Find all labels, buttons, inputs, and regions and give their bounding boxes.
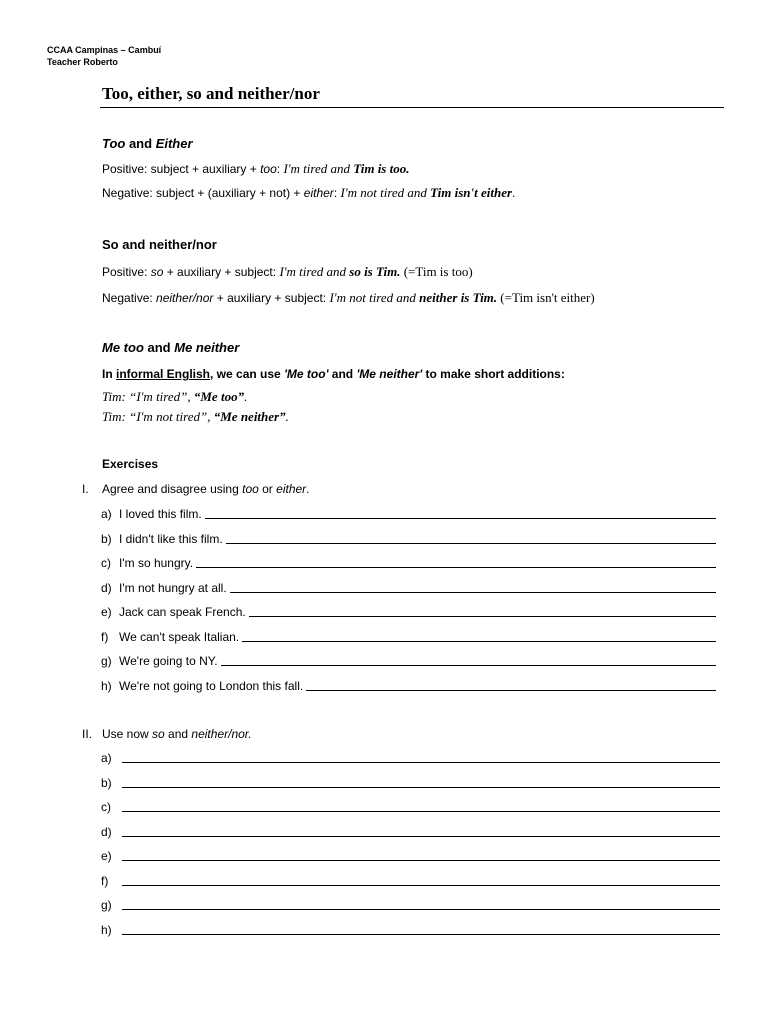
section-me-too-heading [102, 340, 239, 356]
exercise-item [101, 750, 720, 766]
exercise-item [101, 922, 720, 938]
section-too-either-heading [102, 136, 193, 152]
example-text: I'm tired and [283, 161, 354, 176]
instruction-keyword: so [152, 727, 165, 741]
rule-label: Negative: [102, 291, 157, 305]
example-end: . [285, 409, 289, 424]
answer-line[interactable] [306, 678, 716, 691]
heading-too: Too [102, 136, 126, 151]
me-too-intro [102, 366, 565, 382]
answer-line[interactable] [221, 653, 716, 666]
so-positive-rule [102, 264, 473, 280]
example-emphasis: Tim is too. [353, 161, 410, 176]
rule-keyword: neither/nor [156, 291, 214, 305]
heading-me-too: Me too [102, 340, 144, 355]
answer-line[interactable] [122, 824, 720, 837]
item-letter: e) [101, 849, 112, 863]
example-emphasis: so is Tim. [349, 264, 401, 279]
exercise-item [101, 580, 716, 596]
answer-line[interactable] [122, 750, 720, 763]
answer-line[interactable] [205, 506, 716, 519]
title-rule [100, 107, 724, 108]
answer-line[interactable] [122, 922, 720, 935]
exercise-item [101, 873, 720, 889]
item-letter: g) [101, 654, 112, 668]
exercise-item [101, 555, 716, 571]
exercise-item [101, 824, 720, 840]
school-header [47, 44, 161, 68]
part2-numeral: II. [82, 727, 93, 741]
example-text: Tim: “I'm tired”, [102, 389, 194, 404]
intro-text: In [102, 367, 116, 381]
rule-keyword: so [150, 265, 164, 279]
instruction-text: or [258, 482, 277, 496]
item-prompt: We're going to NY. [119, 654, 218, 668]
intro-text: , we can use [210, 367, 285, 381]
item-prompt: I'm so hungry. [119, 556, 194, 570]
item-letter: a) [101, 507, 112, 521]
exercise-item [101, 848, 720, 864]
item-prompt: I didn't like this film. [119, 531, 223, 546]
intro-quote: 'Me too' [284, 367, 329, 381]
item-letter: h) [101, 922, 112, 937]
answer-line[interactable] [230, 580, 716, 593]
rule-label: Positive: [102, 265, 151, 279]
example-text: Tim: “I'm not tired”, [102, 409, 214, 424]
example-note: (=Tim isn't either) [497, 290, 595, 305]
intro-text: and [328, 367, 357, 381]
item-letter: a) [101, 751, 112, 765]
item-letter: d) [101, 580, 112, 595]
rule-label-rest: + auxiliary + subject: [163, 265, 280, 279]
example-text: I'm not tired and [329, 290, 420, 305]
rule-label: Positive: subject + auxiliary + [102, 162, 261, 176]
exercise-item [101, 897, 720, 913]
example-emphasis: “Me too” [193, 389, 245, 404]
answer-line[interactable] [122, 848, 720, 861]
example-emphasis: neither is Tim. [419, 290, 498, 305]
answer-line[interactable] [249, 604, 716, 617]
example-end: . [244, 389, 248, 404]
page-title: Too, either, so and neither/nor [102, 84, 320, 103]
section-so-neither-heading: So and neither/nor [102, 237, 217, 252]
exercise-item [101, 531, 716, 547]
answer-line[interactable] [226, 531, 716, 544]
school-name: CCAA Campinas – Cambuí [47, 45, 162, 55]
item-letter: c) [101, 556, 111, 570]
answer-line[interactable] [122, 775, 720, 788]
me-too-example-2 [102, 409, 289, 425]
rule-colon: : [276, 162, 284, 176]
instruction-text: Agree and disagree using [102, 482, 243, 496]
item-prompt: We can't speak Italian. [119, 629, 240, 644]
either-negative-rule [102, 185, 515, 201]
exercise-item [101, 799, 720, 815]
rule-label: Negative: subject + (auxiliary + not) + [102, 186, 304, 200]
item-prompt: I loved this film. [119, 507, 202, 521]
item-prompt: Jack can speak French. [119, 605, 246, 619]
neither-negative-rule [102, 290, 595, 306]
exercise-item [101, 506, 716, 522]
informal-english-link[interactable]: informal English [116, 367, 211, 381]
part1-instruction [102, 481, 310, 497]
answer-line[interactable] [122, 897, 720, 910]
item-prompt: I'm not hungry at all. [119, 580, 227, 595]
rule-label-rest: + auxiliary + subject: [213, 291, 330, 305]
item-prompt: We're not going to London this fall. [119, 678, 304, 693]
item-letter: b) [101, 531, 112, 546]
part2-instruction [102, 726, 252, 742]
part1-numeral: I. [82, 482, 89, 496]
exercise-item [101, 629, 716, 645]
item-letter: f) [101, 873, 109, 888]
heading-me-neither: Me neither [174, 340, 240, 355]
instruction-keyword: either [276, 482, 307, 496]
example-note: (=Tim is too) [400, 264, 473, 279]
intro-quote: 'Me neither' [356, 367, 423, 381]
item-letter: f) [101, 629, 109, 644]
example-end: . [512, 186, 516, 200]
heading-and: and [143, 340, 175, 355]
instruction-text: Use now [102, 727, 153, 741]
instruction-keyword: neither/nor. [191, 727, 252, 741]
heading-either: Either [155, 136, 193, 151]
item-letter: g) [101, 898, 112, 912]
answer-line[interactable] [122, 799, 720, 812]
rule-colon: : [333, 186, 341, 200]
rule-keyword: too [260, 162, 277, 176]
item-letter: c) [101, 800, 111, 814]
answer-line[interactable] [122, 873, 720, 886]
exercises-heading: Exercises [102, 457, 159, 471]
intro-text: to make short additions: [422, 367, 565, 381]
instruction-text: and [164, 727, 192, 741]
answer-line[interactable] [242, 629, 716, 642]
exercise-item [101, 653, 716, 669]
rule-keyword: either [303, 186, 334, 200]
me-too-example-1 [102, 389, 247, 405]
example-emphasis: “Me neither” [213, 409, 286, 424]
exercise-item [101, 678, 716, 694]
teacher-name: Teacher Roberto [47, 57, 118, 67]
item-letter: h) [101, 678, 112, 693]
exercise-item [101, 604, 716, 620]
example-text: I'm tired and [279, 264, 350, 279]
instruction-text: . [306, 482, 310, 496]
answer-line[interactable] [196, 555, 716, 568]
example-text: I'm not tired and [340, 185, 431, 200]
item-letter: e) [101, 605, 112, 619]
heading-and: and [125, 136, 156, 151]
item-letter: d) [101, 824, 112, 839]
example-emphasis: Tim isn't either [430, 185, 513, 200]
item-letter: b) [101, 775, 112, 790]
too-positive-rule [102, 161, 409, 177]
exercise-item [101, 775, 720, 791]
instruction-keyword: too [242, 482, 259, 496]
